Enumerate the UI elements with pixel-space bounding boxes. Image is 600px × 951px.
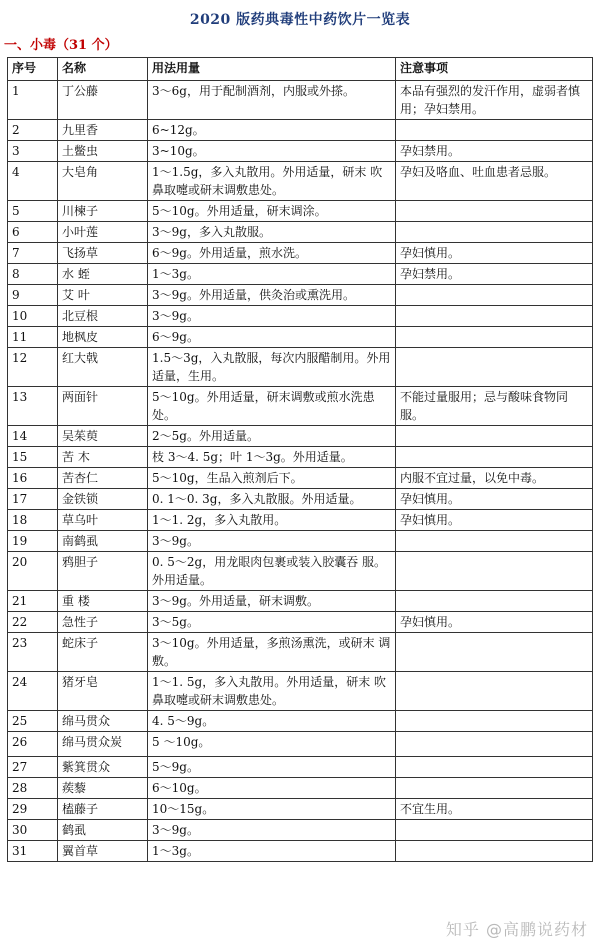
cell-name: 翼首草	[58, 841, 148, 862]
table-row	[8, 285, 593, 306]
table-row	[8, 327, 593, 348]
cell-notes	[396, 711, 593, 732]
toxic-herbs-table	[7, 57, 593, 862]
cell-dosage: 5～9g。	[148, 757, 396, 778]
cell-notes: 不宜生用。	[396, 799, 593, 820]
cell-notes: 本品有强烈的发汗作用，虚弱者慎用；孕妇禁用。	[396, 81, 593, 120]
cell-index: 8	[8, 264, 58, 285]
cell-name: 大皂角	[58, 162, 148, 201]
cell-name: 绵马贯众	[58, 711, 148, 732]
table-row	[8, 81, 593, 120]
cell-dosage: 6～9g。	[148, 327, 396, 348]
cell-notes	[396, 447, 593, 468]
cell-index: 24	[8, 672, 58, 711]
table-row	[8, 510, 593, 531]
cell-dosage: 0. 5～2g，用龙眼肉包裹或装入胶囊吞 服。外用适量。	[148, 552, 396, 591]
table-row	[8, 672, 593, 711]
table-row	[8, 426, 593, 447]
table-row	[8, 162, 593, 201]
cell-index: 2	[8, 120, 58, 141]
cell-dosage: 5～10g。外用适量，研末调涂。	[148, 201, 396, 222]
cell-dosage: 3～5g。	[148, 612, 396, 633]
cell-dosage: 6～9g。外用适量，煎水洗。	[148, 243, 396, 264]
cell-index: 4	[8, 162, 58, 201]
cell-dosage: 1.5～3g，入丸散服，每次内服醋制用。外用适量，生用。	[148, 348, 396, 387]
cell-notes: 孕妇禁用。	[396, 264, 593, 285]
table-header-row	[8, 58, 593, 81]
table-row	[8, 141, 593, 162]
cell-index: 13	[8, 387, 58, 426]
table-row	[8, 531, 593, 552]
cell-name: 红大戟	[58, 348, 148, 387]
cell-index: 5	[8, 201, 58, 222]
table-row	[8, 222, 593, 243]
cell-index: 7	[8, 243, 58, 264]
cell-name: 紫箕贯众	[58, 757, 148, 778]
cell-index: 20	[8, 552, 58, 591]
cell-index: 6	[8, 222, 58, 243]
table-row	[8, 778, 593, 799]
cell-index: 10	[8, 306, 58, 327]
cell-index: 9	[8, 285, 58, 306]
cell-index: 16	[8, 468, 58, 489]
cell-name: 苦 木	[58, 447, 148, 468]
cell-name: 吴茱萸	[58, 426, 148, 447]
cell-notes	[396, 552, 593, 591]
cell-notes	[396, 426, 593, 447]
cell-notes	[396, 306, 593, 327]
cell-notes: 孕妇及咯血、吐血患者忌服。	[396, 162, 593, 201]
cell-dosage: 1～1. 5g，多入丸散用。外用适量，研末 吹鼻取嚏或研末调敷患处。	[148, 672, 396, 711]
cell-name: 重 楼	[58, 591, 148, 612]
watermark: 知乎 @高鹏说药材	[445, 920, 588, 939]
cell-name: 金铁锁	[58, 489, 148, 510]
cell-notes	[396, 222, 593, 243]
cell-name: 丁公藤	[58, 81, 148, 120]
cell-dosage: 5～10g，生品入煎剂后下。	[148, 468, 396, 489]
cell-dosage: 3～9g。	[148, 531, 396, 552]
table-row	[8, 633, 593, 672]
cell-index: 12	[8, 348, 58, 387]
cell-dosage: 5 ～10g。	[148, 732, 396, 757]
cell-index: 29	[8, 799, 58, 820]
cell-index: 27	[8, 757, 58, 778]
cell-index: 25	[8, 711, 58, 732]
cell-name: 土鳖虫	[58, 141, 148, 162]
cell-notes	[396, 732, 593, 757]
table-row	[8, 552, 593, 591]
cell-index: 19	[8, 531, 58, 552]
cell-index: 23	[8, 633, 58, 672]
cell-index: 30	[8, 820, 58, 841]
header-name: 名称	[58, 58, 148, 81]
cell-name: 川楝子	[58, 201, 148, 222]
page-title: 2020 版药典毒性中药饮片一览表	[189, 12, 411, 28]
table-row	[8, 243, 593, 264]
cell-notes: 孕妇禁用。	[396, 141, 593, 162]
cell-notes: 不能过量服用；忌与酸味食物同服。	[396, 387, 593, 426]
cell-notes	[396, 778, 593, 799]
cell-dosage: 3～9g。	[148, 306, 396, 327]
cell-notes: 孕妇慎用。	[396, 510, 593, 531]
table-row	[8, 387, 593, 426]
cell-index: 26	[8, 732, 58, 757]
section-heading: 一、小毒（31 个）	[4, 38, 118, 53]
cell-dosage: 3～9g。外用适量，研末调敷。	[148, 591, 396, 612]
cell-notes: 孕妇慎用。	[396, 243, 593, 264]
table-row	[8, 201, 593, 222]
cell-dosage: 1～3g。	[148, 841, 396, 862]
cell-dosage: 1～1.5g，多入丸散用。外用适量，研末 吹鼻取嚏或研末调敷患处。	[148, 162, 396, 201]
cell-dosage: 3～10g。外用适量，多煎汤熏洗，或研末 调敷。	[148, 633, 396, 672]
table-row	[8, 120, 593, 141]
cell-index: 3	[8, 141, 58, 162]
cell-dosage: 6～10g。	[148, 778, 396, 799]
cell-name: 草乌叶	[58, 510, 148, 531]
cell-dosage: 枝 3～4. 5g；叶 1～3g。外用适量。	[148, 447, 396, 468]
cell-index: 14	[8, 426, 58, 447]
cell-name: 北豆根	[58, 306, 148, 327]
cell-name: 鸦胆子	[58, 552, 148, 591]
table-row	[8, 264, 593, 285]
cell-dosage: 3～9g。外用适量，供灸治或熏洗用。	[148, 285, 396, 306]
cell-index: 28	[8, 778, 58, 799]
cell-index: 15	[8, 447, 58, 468]
table-row	[8, 757, 593, 778]
header-notes: 注意事项	[396, 58, 593, 81]
cell-dosage: 3～9g。	[148, 820, 396, 841]
cell-name: 两面针	[58, 387, 148, 426]
table-row	[8, 348, 593, 387]
cell-notes	[396, 820, 593, 841]
cell-dosage: 6~12g。	[148, 120, 396, 141]
cell-notes: 孕妇慎用。	[396, 612, 593, 633]
cell-index: 1	[8, 81, 58, 120]
cell-name: 艾 叶	[58, 285, 148, 306]
cell-index: 11	[8, 327, 58, 348]
cell-notes: 孕妇慎用。	[396, 489, 593, 510]
table-row	[8, 612, 593, 633]
cell-dosage: 3～6g，用于配制酒剂，内服或外搽。	[148, 81, 396, 120]
cell-notes	[396, 591, 593, 612]
cell-dosage: 4. 5～9g。	[148, 711, 396, 732]
cell-name: 地枫皮	[58, 327, 148, 348]
table-row	[8, 447, 593, 468]
cell-notes	[396, 348, 593, 387]
cell-notes	[396, 757, 593, 778]
table-row	[8, 468, 593, 489]
cell-name: 蛇床子	[58, 633, 148, 672]
cell-notes	[396, 327, 593, 348]
cell-index: 22	[8, 612, 58, 633]
cell-name: 榼藤子	[58, 799, 148, 820]
cell-dosage: 2～5g。外用适量。	[148, 426, 396, 447]
table-row	[8, 732, 593, 757]
cell-name: 绵马贯众炭	[58, 732, 148, 757]
cell-name: 猪牙皂	[58, 672, 148, 711]
cell-dosage: 3~10g。	[148, 141, 396, 162]
cell-dosage: 3～9g，多入丸散服。	[148, 222, 396, 243]
table-row	[8, 841, 593, 862]
cell-notes	[396, 201, 593, 222]
cell-name: 小叶莲	[58, 222, 148, 243]
cell-index: 18	[8, 510, 58, 531]
cell-dosage: 1～1. 2g，多入丸散用。	[148, 510, 396, 531]
cell-notes	[396, 633, 593, 672]
cell-notes	[396, 672, 593, 711]
cell-dosage: 10～15g。	[148, 799, 396, 820]
cell-index: 21	[8, 591, 58, 612]
table-body	[8, 81, 593, 862]
table-row	[8, 711, 593, 732]
cell-notes	[396, 841, 593, 862]
table-row	[8, 306, 593, 327]
header-index: 序号	[8, 58, 58, 81]
cell-notes: 内服不宜过量，以免中毒。	[396, 468, 593, 489]
cell-notes	[396, 120, 593, 141]
cell-name: 急性子	[58, 612, 148, 633]
cell-index: 31	[8, 841, 58, 862]
cell-dosage: 5～10g。外用适量，研末调敷或煎水洗患处。	[148, 387, 396, 426]
cell-name: 水 蛭	[58, 264, 148, 285]
table-row	[8, 591, 593, 612]
table-row	[8, 820, 593, 841]
cell-name: 南鹤虱	[58, 531, 148, 552]
cell-name: 蒺藜	[58, 778, 148, 799]
cell-name: 飞扬草	[58, 243, 148, 264]
cell-name: 鹤虱	[58, 820, 148, 841]
cell-dosage: 1～3g。	[148, 264, 396, 285]
header-dosage: 用法用量	[148, 58, 396, 81]
cell-notes	[396, 285, 593, 306]
table-row	[8, 489, 593, 510]
cell-name: 九里香	[58, 120, 148, 141]
cell-notes	[396, 531, 593, 552]
cell-dosage: 0. 1～0. 3g，多入丸散服。外用适量。	[148, 489, 396, 510]
cell-index: 17	[8, 489, 58, 510]
cell-name: 苦杏仁	[58, 468, 148, 489]
table-row	[8, 799, 593, 820]
